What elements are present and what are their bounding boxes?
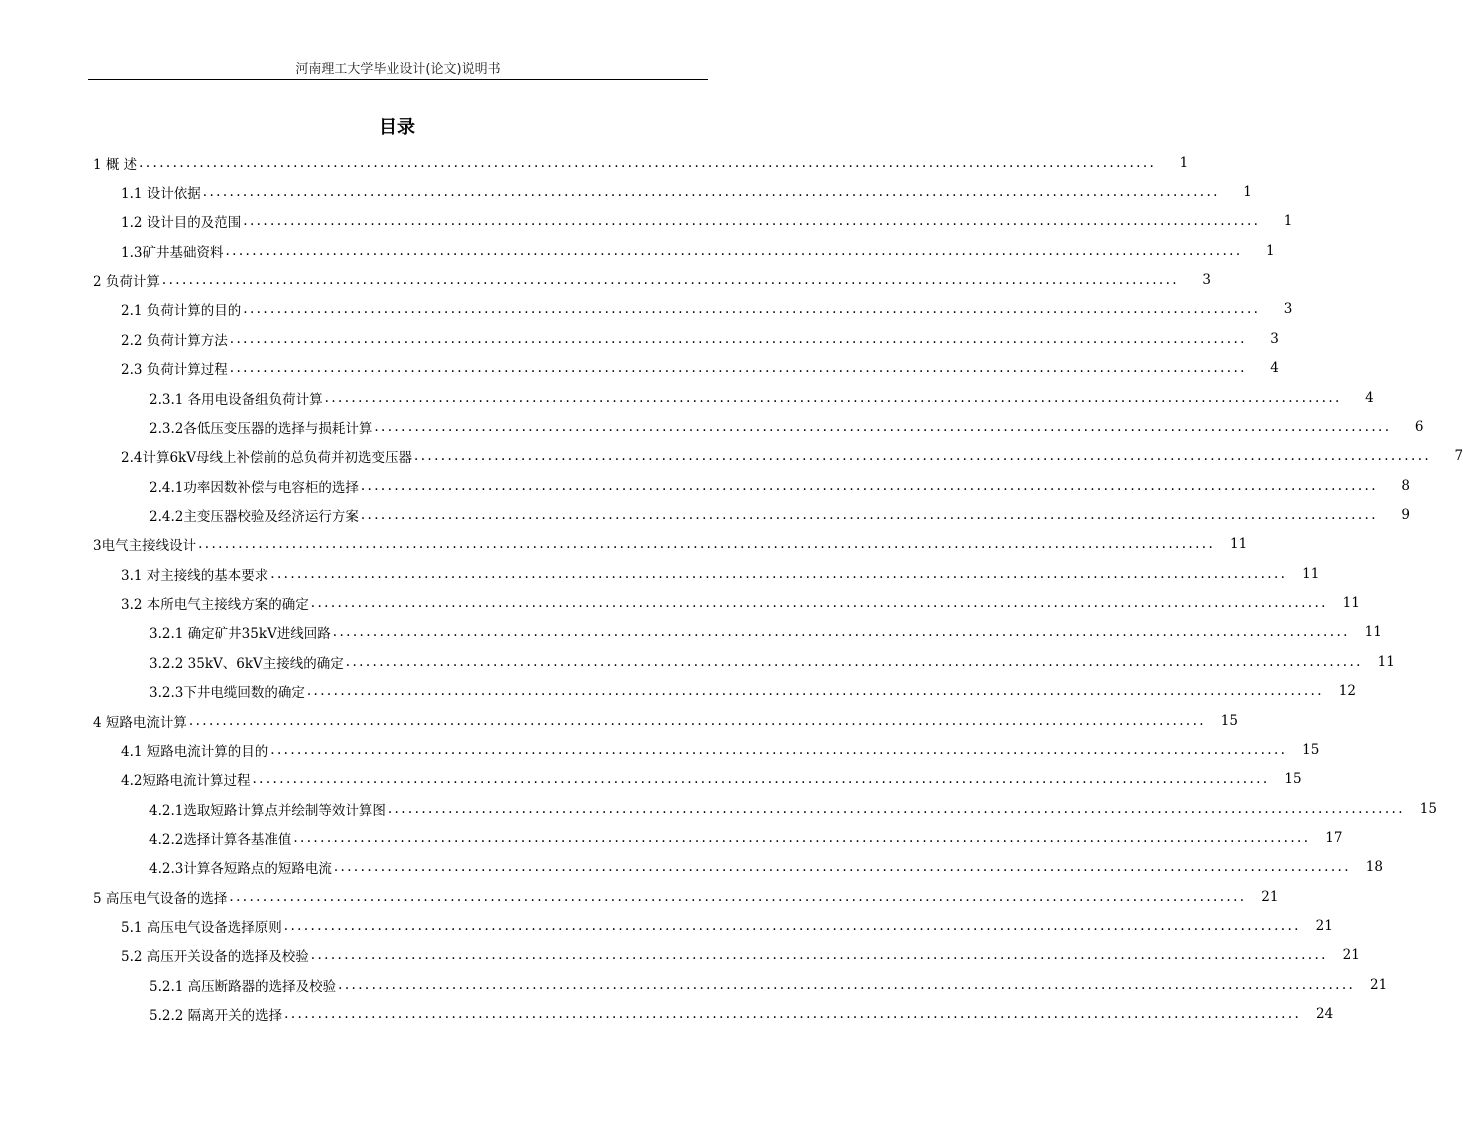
toc-entry[interactable] [0,676,1356,705]
dot-leader: ........................................................................................................................................................ [225,242,1243,259]
toc-entry[interactable] [0,383,1374,412]
toc-entry-title: 2.3.2各低压变压器的选择与损耗计算 [149,420,373,437]
dot-leader: ........................................................................................................................................................ [270,741,1288,758]
toc-page-number: 15 [1419,800,1437,817]
toc-entry[interactable] [0,706,1238,735]
toc-entry[interactable] [0,442,1463,471]
toc-entry[interactable] [0,911,1333,940]
dot-leader: ........................................................................................................................................................ [293,829,1311,846]
toc-entry[interactable] [0,500,1410,529]
toc-entry-title: 2.4.2主变压器校验及经济运行方案 [149,508,359,525]
toc-page-number: 3 [1202,272,1211,289]
toc-entry[interactable] [0,853,1383,882]
dot-leader: ........................................................................................................................................................ [310,595,1328,612]
dot-leader: ........................................................................................................................................................ [284,1006,1302,1023]
toc-page-number: 3 [1270,330,1279,347]
toc-page-number: 21 [1370,976,1388,993]
toc-page-number: 21 [1342,947,1360,964]
running-header: 河南理工大学毕业设计(论文)说明书 [295,62,501,77]
toc-entry[interactable] [0,647,1395,676]
toc-entry-title: 4.2.2选择计算各基准值 [149,831,292,848]
toc-entry-title: 5.2 高压开关设备的选择及校验 [121,949,309,966]
dot-leader: ........................................................................................................................................................ [414,448,1432,465]
toc-entry-title: 1.2 设计目的及范围 [121,215,242,232]
toc-page-number: 11 [1302,565,1320,582]
toc-page-number: 1 [1265,242,1275,259]
toc-page-number: 7 [1454,448,1463,465]
toc-entry[interactable] [0,471,1410,500]
toc-entry[interactable] [0,148,1189,177]
toc-entry[interactable] [0,265,1211,294]
toc-page-number: 18 [1365,859,1383,876]
toc-page-number: 8 [1401,477,1410,494]
toc-page-number: 9 [1401,506,1410,523]
toc-entry-title: 5.1 高压电气设备选择原则 [121,920,282,937]
toc-page-number: 17 [1325,829,1343,846]
toc-entry-title: 3.1 对主接线的基本要求 [121,567,269,584]
dot-leader: ........................................................................................................................................................ [188,712,1206,729]
table-of-contents [0,148,1463,1029]
toc-page-number: 15 [1220,712,1238,729]
toc-entry-title: 2.4.1功率因数补偿与电容柜的选择 [149,479,359,496]
dot-leader: ........................................................................................................................................................ [360,477,1378,494]
toc-page-number: 4 [1365,389,1374,406]
toc-entry[interactable] [0,530,1248,559]
toc-entry-title: 5.2.1 高压断路器的选择及校验 [149,978,337,995]
toc-entry-title: 4 短路电流计算 [93,714,187,731]
header-rule [88,79,708,80]
toc-entry[interactable] [0,794,1437,823]
dot-leader: ........................................................................................................................................................ [252,771,1270,788]
toc-entry-title: 4.2短路电流计算过程 [121,773,251,790]
toc-entry-title: 1 概 述 [93,156,138,173]
toc-entry[interactable] [0,295,1293,324]
toc-page-number: 11 [1377,653,1395,670]
toc-page-number: 4 [1270,360,1279,377]
toc-entry-title: 2.4计算6kV母线上补偿前的总负荷并初选变压器 [121,450,412,467]
toc-page-number: 11 [1229,536,1248,553]
dot-leader: ........................................................................................................................................................ [306,683,1324,700]
toc-page-number: 3 [1283,301,1293,318]
dot-leader: ........................................................................................................................................................ [360,506,1378,523]
toc-entry-title: 4.1 短路电流计算的目的 [121,743,269,760]
toc-entry-title: 3.2.1 确定矿井35kV进线回路 [149,626,331,643]
dot-leader: ........................................................................................................................................................ [310,947,1328,964]
toc-entry[interactable] [0,970,1388,999]
toc-entry[interactable] [0,207,1293,236]
toc-page-number: 15 [1302,741,1320,758]
dot-leader: ........................................................................................................................................................ [139,154,1157,171]
toc-entry[interactable] [0,882,1279,911]
dot-leader: ........................................................................................................................................................ [243,213,1261,230]
toc-entry-title: 1.3矿井基础资料 [121,244,224,261]
toc-entry-title: 5 高压电气设备的选择 [93,890,228,907]
toc-page-number: 6 [1414,418,1424,435]
toc-entry[interactable] [0,823,1343,852]
toc-entry[interactable] [0,177,1252,206]
dot-leader: ........................................................................................................................................................ [374,418,1392,435]
dot-leader: ........................................................................................................................................................ [198,536,1216,553]
toc-entry[interactable] [0,765,1302,794]
dot-leader: ........................................................................................................................................................ [338,976,1356,993]
toc-entry[interactable] [0,735,1320,764]
toc-page-number: 1 [1243,184,1252,201]
toc-title: 目录 [379,117,415,138]
dot-leader: ........................................................................................................................................................ [161,272,1179,289]
dot-leader: ........................................................................................................................................................ [283,918,1301,935]
toc-entry[interactable] [0,588,1360,617]
toc-entry-title: 3.2.2 35kV、6kV主接线的确定 [149,655,344,672]
toc-page-number: 1 [1179,154,1189,171]
toc-page-number: 12 [1338,683,1356,700]
dot-leader: ........................................................................................................................................................ [345,653,1363,670]
toc-page-number: 21 [1315,918,1333,935]
toc-entry-title: 5.2.2 隔离开关的选择 [149,1008,283,1025]
dot-leader: ........................................................................................................................................................ [202,184,1220,201]
toc-entry-title: 3.2.3下井电缆回数的确定 [149,685,305,702]
dot-leader: ........................................................................................................................................................ [324,389,1342,406]
toc-entry-title: 4.2.3计算各短路点的短路电流 [149,861,332,878]
toc-entry[interactable] [0,236,1275,265]
toc-page-number: 15 [1284,771,1302,788]
toc-entry-title: 2.2 负荷计算方法 [121,332,228,349]
toc-entry[interactable] [0,559,1320,588]
toc-entry-title: 2.1 负荷计算的目的 [121,303,242,320]
toc-entry-title: 2.3.1 各用电设备组负荷计算 [149,391,323,408]
toc-entry[interactable] [0,412,1424,441]
dot-leader: ........................................................................................................................................................ [270,565,1288,582]
dot-leader: ........................................................................................................................................................ [229,360,1247,377]
toc-entry-title: 1.1 设计依据 [121,186,201,203]
dot-leader: ........................................................................................................................................................ [333,859,1351,876]
toc-entry[interactable] [0,324,1279,353]
toc-entry-title: 4.2.1选取短路计算点并绘制等效计算图 [149,802,386,819]
toc-entry[interactable] [0,941,1360,970]
toc-page-number: 24 [1316,1006,1334,1023]
toc-entry-title: 3.2 本所电气主接线方案的确定 [121,597,309,614]
dot-leader: ........................................................................................................................................................ [243,301,1261,318]
toc-page-number: 11 [1364,624,1382,641]
toc-entry[interactable] [0,618,1382,647]
toc-entry-title: 3电气主接线设计 [93,538,197,555]
toc-entry[interactable] [0,354,1279,383]
dot-leader: ........................................................................................................................................................ [387,800,1405,817]
toc-page-number: 1 [1283,213,1293,230]
dot-leader: ........................................................................................................................................................ [229,888,1247,905]
toc-entry-title: 2 负荷计算 [93,274,160,291]
dot-leader: ........................................................................................................................................................ [332,624,1350,641]
toc-page-number: 11 [1342,595,1360,612]
toc-entry-title: 2.3 负荷计算过程 [121,362,228,379]
toc-entry[interactable] [0,999,1334,1028]
toc-page-number: 21 [1261,888,1279,905]
dot-leader: ........................................................................................................................................................ [229,330,1247,347]
